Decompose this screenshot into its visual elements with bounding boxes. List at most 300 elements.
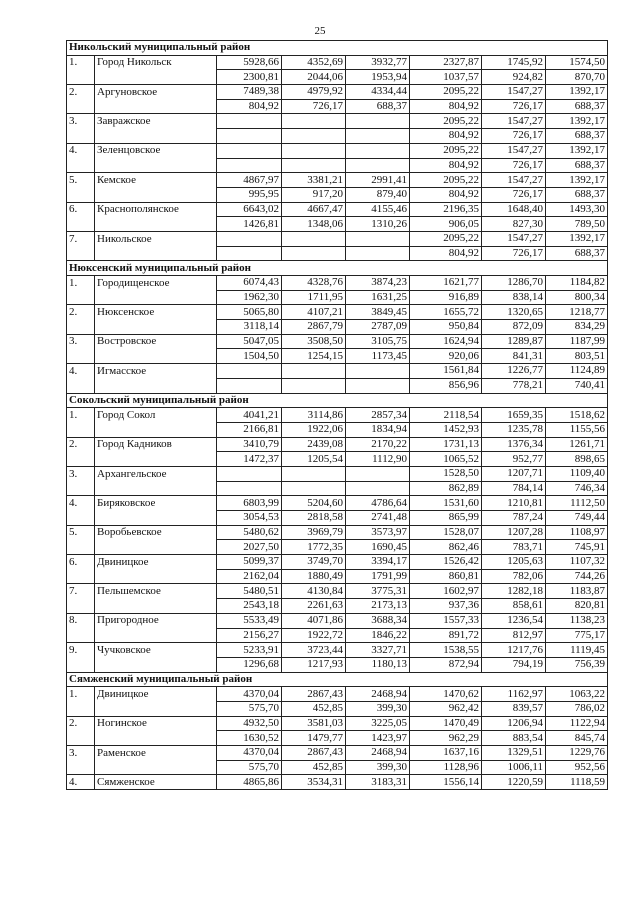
value-cell: 2468,94 xyxy=(346,746,410,761)
value-cell: 1236,54 xyxy=(482,613,546,628)
empty-cell xyxy=(95,481,217,496)
value-cell: 1834,94 xyxy=(346,422,410,437)
value-cell: 1621,77 xyxy=(410,276,482,291)
value-cell: 1655,72 xyxy=(410,305,482,320)
value-cell: 1630,52 xyxy=(217,731,282,746)
value-cell: 2173,13 xyxy=(346,599,410,614)
value-cell: 3225,05 xyxy=(346,716,410,731)
value-cell: 4328,76 xyxy=(282,276,346,291)
value-cell xyxy=(217,114,282,129)
value-cell: 1124,89 xyxy=(546,364,608,379)
empty-cell xyxy=(67,99,95,114)
empty-cell xyxy=(67,422,95,437)
settlement-name: Раменское xyxy=(95,746,217,761)
value-cell: 1207,71 xyxy=(482,466,546,481)
row-number: 1. xyxy=(67,687,95,702)
value-cell: 1261,71 xyxy=(546,437,608,452)
value-cell: 820,81 xyxy=(546,599,608,614)
value-cell: 1745,92 xyxy=(482,55,546,70)
value-cell: 804,92 xyxy=(410,187,482,202)
empty-cell xyxy=(67,599,95,614)
settlement-name: Игмасское xyxy=(95,364,217,379)
row-number: 3. xyxy=(67,746,95,761)
value-cell: 4155,46 xyxy=(346,202,410,217)
value-cell: 1289,87 xyxy=(482,334,546,349)
value-cell: 1846,22 xyxy=(346,628,410,643)
value-cell: 726,17 xyxy=(482,246,546,261)
value-cell xyxy=(217,129,282,144)
value-cell: 452,85 xyxy=(282,760,346,775)
value-cell: 688,37 xyxy=(546,158,608,173)
value-cell xyxy=(282,246,346,261)
settlement-name: Востровское xyxy=(95,334,217,349)
value-cell: 841,31 xyxy=(482,349,546,364)
value-cell: 891,72 xyxy=(410,628,482,643)
row-number: 4. xyxy=(67,496,95,511)
settlement-name: Зеленцовское xyxy=(95,143,217,158)
value-cell: 804,92 xyxy=(217,99,282,114)
value-cell: 3849,45 xyxy=(346,305,410,320)
table-row xyxy=(67,202,608,217)
value-cell xyxy=(346,114,410,129)
value-cell: 1108,97 xyxy=(546,525,608,540)
value-cell: 4352,69 xyxy=(282,55,346,70)
value-cell: 804,92 xyxy=(410,246,482,261)
value-cell: 3183,31 xyxy=(346,775,410,790)
value-cell: 4667,47 xyxy=(282,202,346,217)
value-cell: 1574,50 xyxy=(546,55,608,70)
value-cell: 5047,05 xyxy=(217,334,282,349)
row-number: 4. xyxy=(67,143,95,158)
value-cell: 1791,99 xyxy=(346,569,410,584)
value-cell: 1112,90 xyxy=(346,452,410,467)
value-cell: 800,34 xyxy=(546,290,608,305)
table-row xyxy=(67,643,608,658)
value-cell: 1310,26 xyxy=(346,217,410,232)
value-cell xyxy=(282,378,346,393)
value-cell: 3394,17 xyxy=(346,555,410,570)
table-row xyxy=(67,305,608,320)
value-cell: 2027,50 xyxy=(217,540,282,555)
value-cell: 872,09 xyxy=(482,320,546,335)
value-cell: 688,37 xyxy=(546,129,608,144)
empty-cell xyxy=(67,701,95,716)
table-row xyxy=(67,173,608,188)
value-cell: 7489,38 xyxy=(217,85,282,100)
value-cell: 1557,33 xyxy=(410,613,482,628)
value-cell: 688,37 xyxy=(546,246,608,261)
empty-cell xyxy=(95,217,217,232)
value-cell: 2118,54 xyxy=(410,408,482,423)
value-cell: 1470,62 xyxy=(410,687,482,702)
value-cell: 1470,49 xyxy=(410,716,482,731)
value-cell xyxy=(282,481,346,496)
value-cell: 688,37 xyxy=(546,187,608,202)
value-cell: 726,17 xyxy=(482,99,546,114)
value-cell: 399,30 xyxy=(346,760,410,775)
empty-cell xyxy=(95,701,217,716)
table-row xyxy=(67,775,608,790)
empty-cell xyxy=(67,246,95,261)
value-cell: 1547,27 xyxy=(482,173,546,188)
value-cell: 804,92 xyxy=(410,99,482,114)
table-row xyxy=(67,187,608,202)
value-cell: 2166,81 xyxy=(217,422,282,437)
value-cell: 2867,43 xyxy=(282,687,346,702)
value-cell: 2787,09 xyxy=(346,320,410,335)
empty-cell xyxy=(67,349,95,364)
value-cell: 6074,43 xyxy=(217,276,282,291)
empty-cell xyxy=(95,540,217,555)
value-cell: 862,46 xyxy=(410,540,482,555)
value-cell: 2261,63 xyxy=(282,599,346,614)
empty-cell xyxy=(95,422,217,437)
value-cell: 688,37 xyxy=(546,99,608,114)
value-cell: 1392,17 xyxy=(546,85,608,100)
value-cell: 920,06 xyxy=(410,349,482,364)
table-row xyxy=(67,746,608,761)
value-cell: 838,14 xyxy=(482,290,546,305)
value-cell xyxy=(217,466,282,481)
value-cell: 3688,34 xyxy=(346,613,410,628)
value-cell: 3114,86 xyxy=(282,408,346,423)
value-cell: 1282,18 xyxy=(482,584,546,599)
table-row xyxy=(67,584,608,599)
row-number: 2. xyxy=(67,437,95,452)
empty-cell xyxy=(95,158,217,173)
value-cell: 749,44 xyxy=(546,511,608,526)
value-cell: 3749,70 xyxy=(282,555,346,570)
section-title: Нюксенский муниципальный район xyxy=(67,261,608,276)
empty-cell xyxy=(67,452,95,467)
table-row xyxy=(67,437,608,452)
table-row xyxy=(67,452,608,467)
table-row xyxy=(67,569,608,584)
table-row xyxy=(67,349,608,364)
row-number: 2. xyxy=(67,716,95,731)
empty-cell xyxy=(95,290,217,305)
value-cell xyxy=(282,231,346,246)
value-cell: 862,89 xyxy=(410,481,482,496)
value-cell: 787,24 xyxy=(482,511,546,526)
empty-cell xyxy=(67,70,95,85)
value-cell: 1320,65 xyxy=(482,305,546,320)
value-cell: 2867,79 xyxy=(282,320,346,335)
settlement-name: Никольское xyxy=(95,231,217,246)
value-cell: 1392,17 xyxy=(546,173,608,188)
row-number: 4. xyxy=(67,364,95,379)
empty-cell xyxy=(95,628,217,643)
table-row xyxy=(67,525,608,540)
value-cell xyxy=(346,231,410,246)
value-cell: 5204,60 xyxy=(282,496,346,511)
value-cell: 827,30 xyxy=(482,217,546,232)
value-cell: 1217,93 xyxy=(282,657,346,672)
settlement-name: Краснополянское xyxy=(95,202,217,217)
value-cell: 4865,86 xyxy=(217,775,282,790)
value-cell: 2300,81 xyxy=(217,70,282,85)
value-cell: 1006,11 xyxy=(482,760,546,775)
value-cell: 3932,77 xyxy=(346,55,410,70)
value-cell: 1690,45 xyxy=(346,540,410,555)
row-number: 6. xyxy=(67,555,95,570)
value-cell: 1922,72 xyxy=(282,628,346,643)
value-cell: 6643,02 xyxy=(217,202,282,217)
table-row xyxy=(67,364,608,379)
value-cell: 4979,92 xyxy=(282,85,346,100)
empty-cell xyxy=(95,569,217,584)
table-row xyxy=(67,496,608,511)
value-cell: 1648,40 xyxy=(482,202,546,217)
value-cell: 917,20 xyxy=(282,187,346,202)
value-cell: 3534,31 xyxy=(282,775,346,790)
empty-cell xyxy=(95,246,217,261)
value-cell: 3054,53 xyxy=(217,511,282,526)
value-cell: 1173,45 xyxy=(346,349,410,364)
empty-cell xyxy=(95,731,217,746)
value-cell: 5233,91 xyxy=(217,643,282,658)
empty-cell xyxy=(95,129,217,144)
value-cell: 962,42 xyxy=(410,701,482,716)
empty-cell xyxy=(67,731,95,746)
value-cell: 3969,79 xyxy=(282,525,346,540)
value-cell: 804,92 xyxy=(410,158,482,173)
value-cell: 5928,66 xyxy=(217,55,282,70)
row-number: 1. xyxy=(67,408,95,423)
value-cell: 916,89 xyxy=(410,290,482,305)
table-body xyxy=(67,41,608,790)
value-cell: 1329,51 xyxy=(482,746,546,761)
value-cell: 1526,42 xyxy=(410,555,482,570)
value-cell: 4041,21 xyxy=(217,408,282,423)
value-cell: 865,99 xyxy=(410,511,482,526)
settlement-name: Биряковское xyxy=(95,496,217,511)
value-cell: 3381,21 xyxy=(282,173,346,188)
value-cell: 1376,34 xyxy=(482,437,546,452)
value-cell xyxy=(217,143,282,158)
value-cell: 3105,75 xyxy=(346,334,410,349)
settlement-name: Архангельское xyxy=(95,466,217,481)
value-cell: 803,51 xyxy=(546,349,608,364)
value-cell: 2196,35 xyxy=(410,202,482,217)
table-row xyxy=(67,246,608,261)
row-number: 5. xyxy=(67,525,95,540)
value-cell: 3775,31 xyxy=(346,584,410,599)
value-cell: 3410,79 xyxy=(217,437,282,452)
value-cell: 1037,57 xyxy=(410,70,482,85)
empty-cell xyxy=(95,511,217,526)
value-cell: 746,34 xyxy=(546,481,608,496)
value-cell: 756,39 xyxy=(546,657,608,672)
value-cell: 1107,32 xyxy=(546,555,608,570)
table-row xyxy=(67,511,608,526)
value-cell: 2095,22 xyxy=(410,114,482,129)
value-cell: 1187,99 xyxy=(546,334,608,349)
row-number: 1. xyxy=(67,55,95,70)
table-row xyxy=(67,334,608,349)
value-cell: 860,81 xyxy=(410,569,482,584)
value-cell: 879,40 xyxy=(346,187,410,202)
value-cell: 2867,43 xyxy=(282,746,346,761)
value-cell: 1392,17 xyxy=(546,143,608,158)
value-cell: 2095,22 xyxy=(410,231,482,246)
row-number: 7. xyxy=(67,231,95,246)
settlement-name: Ногинское xyxy=(95,716,217,731)
table-row xyxy=(67,731,608,746)
value-cell: 1065,52 xyxy=(410,452,482,467)
empty-cell xyxy=(67,129,95,144)
settlement-name: Город Кадников xyxy=(95,437,217,452)
value-cell: 834,29 xyxy=(546,320,608,335)
value-cell: 1493,30 xyxy=(546,202,608,217)
value-cell: 2991,41 xyxy=(346,173,410,188)
value-cell: 1561,84 xyxy=(410,364,482,379)
value-cell: 804,92 xyxy=(410,129,482,144)
empty-cell xyxy=(95,99,217,114)
value-cell: 1528,07 xyxy=(410,525,482,540)
settlement-name: Пригородное xyxy=(95,613,217,628)
empty-cell xyxy=(95,657,217,672)
empty-cell xyxy=(67,511,95,526)
table-row xyxy=(67,540,608,555)
settlement-name: Сямженское xyxy=(95,775,217,790)
value-cell: 1659,35 xyxy=(482,408,546,423)
table-row xyxy=(67,657,608,672)
value-cell: 872,94 xyxy=(410,657,482,672)
value-cell: 2162,04 xyxy=(217,569,282,584)
value-cell xyxy=(282,129,346,144)
empty-cell xyxy=(95,599,217,614)
value-cell: 1109,40 xyxy=(546,466,608,481)
empty-cell xyxy=(95,320,217,335)
row-number: 9. xyxy=(67,643,95,658)
settlement-name: Нюксенское xyxy=(95,305,217,320)
value-cell xyxy=(217,246,282,261)
value-cell xyxy=(217,158,282,173)
value-cell: 1205,63 xyxy=(482,555,546,570)
value-cell: 1235,78 xyxy=(482,422,546,437)
settlement-name: Двиницкое xyxy=(95,555,217,570)
value-cell: 784,14 xyxy=(482,481,546,496)
value-cell: 1504,50 xyxy=(217,349,282,364)
value-cell: 1538,55 xyxy=(410,643,482,658)
row-number: 3. xyxy=(67,466,95,481)
value-cell: 3573,97 xyxy=(346,525,410,540)
value-cell: 5065,80 xyxy=(217,305,282,320)
value-cell: 1518,62 xyxy=(546,408,608,423)
value-cell: 1184,82 xyxy=(546,276,608,291)
value-cell: 870,70 xyxy=(546,70,608,85)
empty-cell xyxy=(95,760,217,775)
table-row xyxy=(67,481,608,496)
value-cell: 1922,06 xyxy=(282,422,346,437)
value-cell: 1220,59 xyxy=(482,775,546,790)
value-cell: 1296,68 xyxy=(217,657,282,672)
row-number: 2. xyxy=(67,85,95,100)
table-row xyxy=(67,466,608,481)
value-cell xyxy=(346,466,410,481)
value-cell: 858,61 xyxy=(482,599,546,614)
table-row xyxy=(67,276,608,291)
empty-cell xyxy=(67,158,95,173)
value-cell: 4932,50 xyxy=(217,716,282,731)
value-cell: 845,74 xyxy=(546,731,608,746)
value-cell: 1138,23 xyxy=(546,613,608,628)
value-cell xyxy=(217,481,282,496)
value-cell: 2543,18 xyxy=(217,599,282,614)
value-cell: 906,05 xyxy=(410,217,482,232)
value-cell: 3874,23 xyxy=(346,276,410,291)
value-cell xyxy=(346,158,410,173)
value-cell: 1119,45 xyxy=(546,643,608,658)
row-number: 1. xyxy=(67,276,95,291)
value-cell: 1348,06 xyxy=(282,217,346,232)
table-row xyxy=(67,555,608,570)
value-cell: 2741,48 xyxy=(346,511,410,526)
value-cell: 1155,56 xyxy=(546,422,608,437)
tariff-table xyxy=(66,40,608,790)
value-cell: 1217,76 xyxy=(482,643,546,658)
value-cell: 1880,49 xyxy=(282,569,346,584)
row-number: 8. xyxy=(67,613,95,628)
value-cell: 2439,08 xyxy=(282,437,346,452)
value-cell: 1528,50 xyxy=(410,466,482,481)
row-number: 6. xyxy=(67,202,95,217)
value-cell: 1962,30 xyxy=(217,290,282,305)
value-cell: 726,17 xyxy=(482,129,546,144)
empty-cell xyxy=(67,217,95,232)
value-cell: 2468,94 xyxy=(346,687,410,702)
value-cell: 4370,04 xyxy=(217,687,282,702)
table-row xyxy=(67,70,608,85)
empty-cell xyxy=(67,628,95,643)
value-cell: 744,26 xyxy=(546,569,608,584)
value-cell: 3118,14 xyxy=(217,320,282,335)
value-cell: 688,37 xyxy=(346,99,410,114)
value-cell xyxy=(217,378,282,393)
value-cell: 812,97 xyxy=(482,628,546,643)
section-title: Сямженский муниципальный район xyxy=(67,672,608,687)
section-header-row xyxy=(67,672,608,687)
table-row xyxy=(67,129,608,144)
settlement-name: Городищенское xyxy=(95,276,217,291)
row-number: 5. xyxy=(67,173,95,188)
settlement-name: Воробьевское xyxy=(95,525,217,540)
empty-cell xyxy=(95,349,217,364)
value-cell: 2044,06 xyxy=(282,70,346,85)
settlement-name: Город Никольск xyxy=(95,55,217,70)
empty-cell xyxy=(95,452,217,467)
value-cell xyxy=(282,158,346,173)
value-cell: 740,41 xyxy=(546,378,608,393)
value-cell: 952,56 xyxy=(546,760,608,775)
value-cell: 5480,51 xyxy=(217,584,282,599)
value-cell: 952,77 xyxy=(482,452,546,467)
value-cell: 1631,25 xyxy=(346,290,410,305)
value-cell: 2095,22 xyxy=(410,143,482,158)
value-cell: 4130,84 xyxy=(282,584,346,599)
settlement-name: Город Сокол xyxy=(95,408,217,423)
value-cell xyxy=(282,114,346,129)
value-cell: 4370,04 xyxy=(217,746,282,761)
table-row xyxy=(67,701,608,716)
table-row xyxy=(67,85,608,100)
empty-cell xyxy=(67,320,95,335)
table-row xyxy=(67,599,608,614)
value-cell: 3723,44 xyxy=(282,643,346,658)
value-cell: 1423,97 xyxy=(346,731,410,746)
empty-cell xyxy=(67,760,95,775)
